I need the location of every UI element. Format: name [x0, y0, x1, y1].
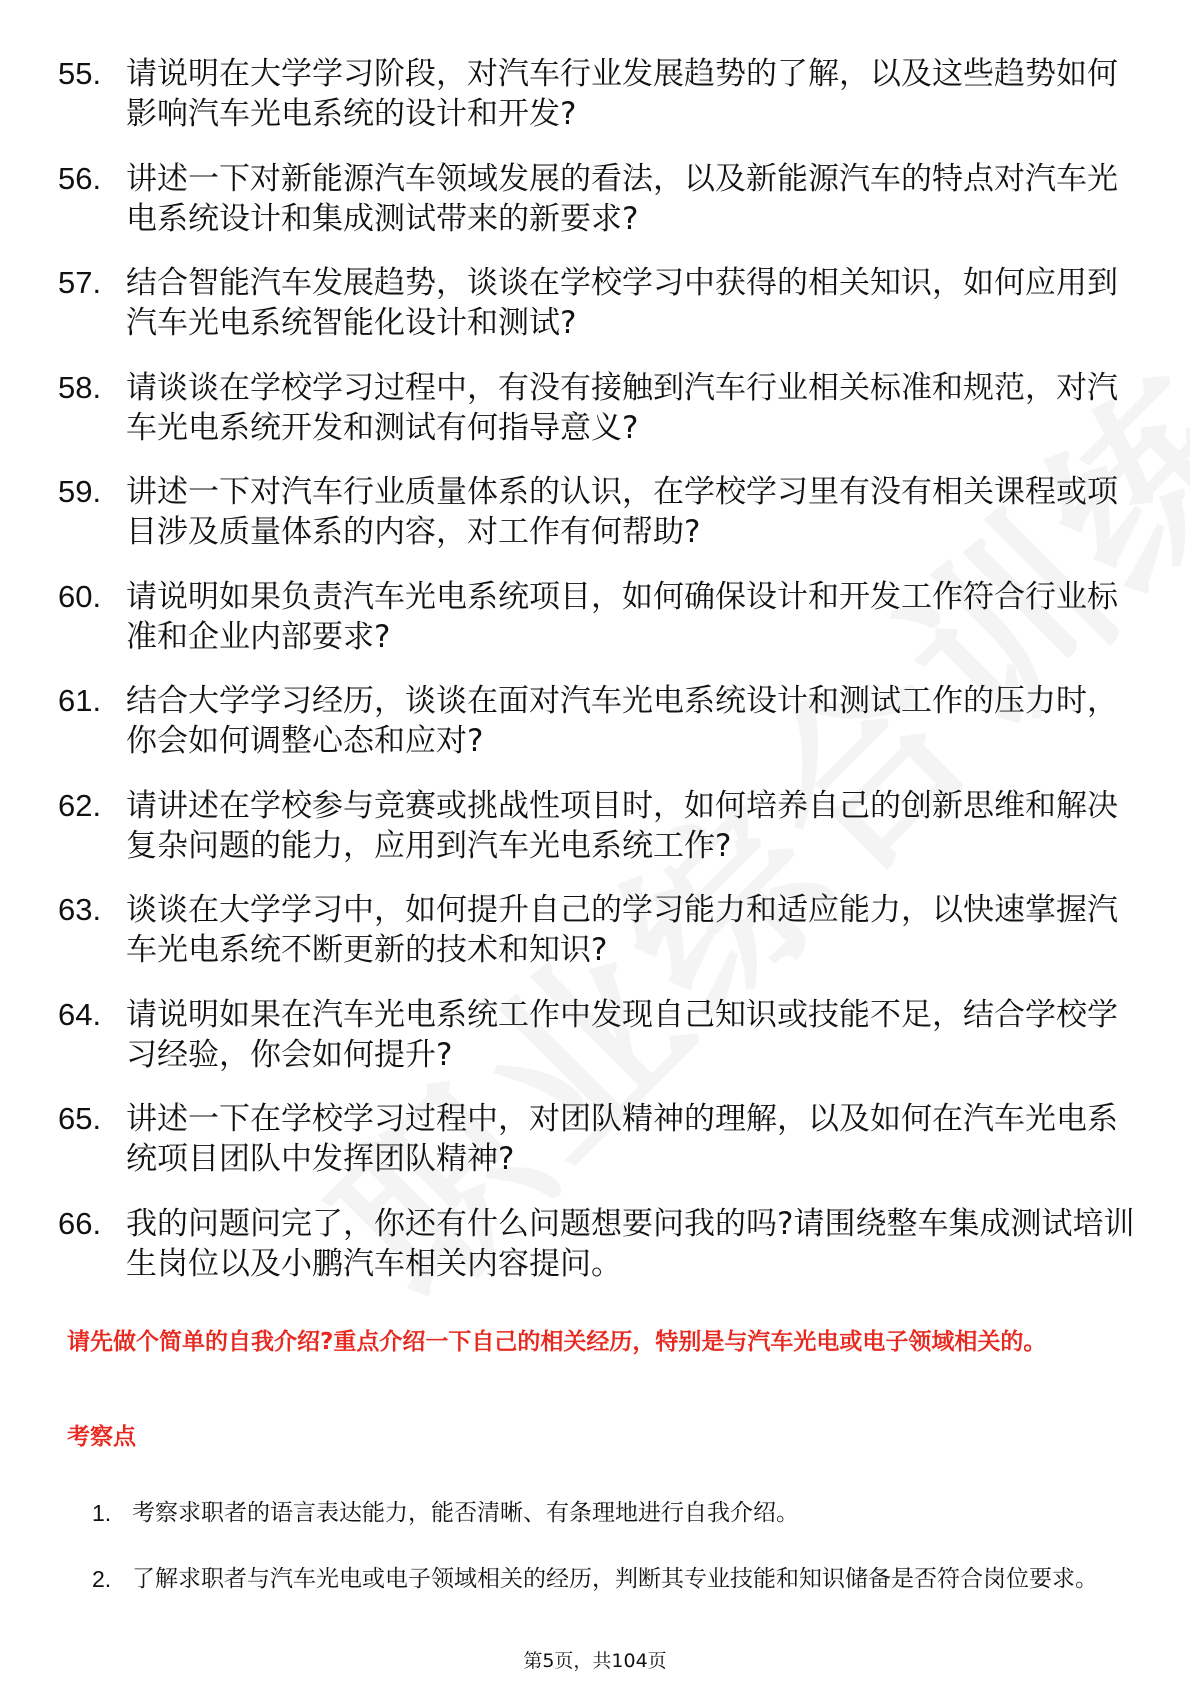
item-number: 1. — [92, 1500, 112, 1526]
item-text: 结合智能汽车发展趋势，谈谈在学校学习中获得的相关知识，如何应用到汽车光电系统智能化设计和测试? — [126, 265, 1118, 341]
list-item — [58, 368, 1138, 448]
list-item — [92, 1550, 1132, 1608]
item-text: 结合大学学习经历，谈谈在面对汽车光电系统设计和测试工作的压力时，你会如何调整心态和应对? — [126, 683, 1118, 759]
item-text: 请谈谈在学校学习过程中，有没有接触到汽车行业相关标准和规范，对汽车光电系统开发和测试有何指导意义? — [126, 369, 1118, 446]
list-item — [92, 1484, 1132, 1542]
assessment-point-list — [92, 1484, 1132, 1616]
list-item — [58, 54, 1138, 134]
item-text: 请说明如果在汽车光电系统工作中发现自己知识或技能不足，结合学校学习经验，你会如何提升? — [126, 996, 1118, 1073]
item-number: 58. — [58, 369, 102, 405]
list-item — [58, 786, 1138, 866]
item-text: 讲述一下对汽车行业质量体系的认识，在学校学习里有没有相关课程或项目涉及质量体系的内容，对工作有何帮助? — [126, 474, 1118, 550]
list-item — [58, 577, 1138, 657]
question-list — [58, 54, 1138, 1308]
item-number: 63. — [58, 892, 102, 927]
item-number: 57. — [58, 265, 102, 300]
item-text: 请说明在大学学习阶段，对汽车行业发展趋势的了解，以及这些趋势如何影响汽车光电系统的设计和开发? — [126, 56, 1118, 132]
item-text: 讲述一下在学校学习过程中，对团队精神的理解，以及如何在汽车光电系统项目团队中发挥团队精神? — [126, 1101, 1118, 1177]
item-number: 65. — [58, 1101, 102, 1136]
item-number: 62. — [58, 787, 102, 823]
list-item — [58, 890, 1138, 970]
item-text: 了解求职者与汽车光电或电子领域相关的经历，判断其专业技能和知识储备是否符合岗位要求。 — [132, 1566, 1098, 1592]
item-text: 谈谈在大学学习中，如何提升自己的学习能力和适应能力，以快速掌握汽车光电系统不断更新的技术和知识? — [126, 892, 1118, 968]
item-number: 59. — [58, 474, 102, 509]
item-number: 66. — [58, 1205, 102, 1241]
item-text: 讲述一下对新能源汽车领域发展的看法，以及新能源汽车的特点对汽车光电系统设计和集成测试带来的新要求? — [126, 160, 1118, 237]
list-item — [58, 995, 1138, 1075]
section-subhead: 考察点 — [67, 1424, 136, 1450]
list-item — [58, 263, 1138, 343]
item-text: 请讲述在学校参与竞赛或挑战性项目时，如何培养自己的创新思维和解决复杂问题的能力，应用到汽车光电系统工作? — [126, 787, 1118, 864]
list-item — [58, 681, 1138, 761]
list-item — [58, 159, 1138, 239]
item-number: 55. — [58, 56, 102, 91]
item-number: 60. — [58, 578, 102, 614]
list-item — [58, 472, 1138, 552]
item-text: 考察求职者的语言表达能力，能否清晰、有条理地进行自我介绍。 — [132, 1500, 799, 1526]
item-number: 56. — [58, 160, 102, 196]
item-number: 64. — [58, 996, 102, 1032]
item-number: 61. — [58, 683, 102, 718]
item-number: 2. — [92, 1566, 112, 1592]
list-item — [58, 1204, 1138, 1284]
section-title: 请先做个简单的自我介绍?重点介绍一下自己的相关经历，特别是与汽车光电或电子领域相关的。 — [67, 1329, 1047, 1355]
item-text: 请说明如果负责汽车光电系统项目，如何确保设计和开发工作符合行业标准和企业内部要求? — [126, 578, 1118, 655]
list-item — [58, 1099, 1138, 1179]
page-number-footer: 第5页，共104页 — [523, 1650, 667, 1672]
item-text: 我的问题问完了，你还有什么问题想要问我的吗?请围绕整车集成测试培训生岗位以及小鹏汽车相关内容提问。 — [126, 1205, 1135, 1282]
